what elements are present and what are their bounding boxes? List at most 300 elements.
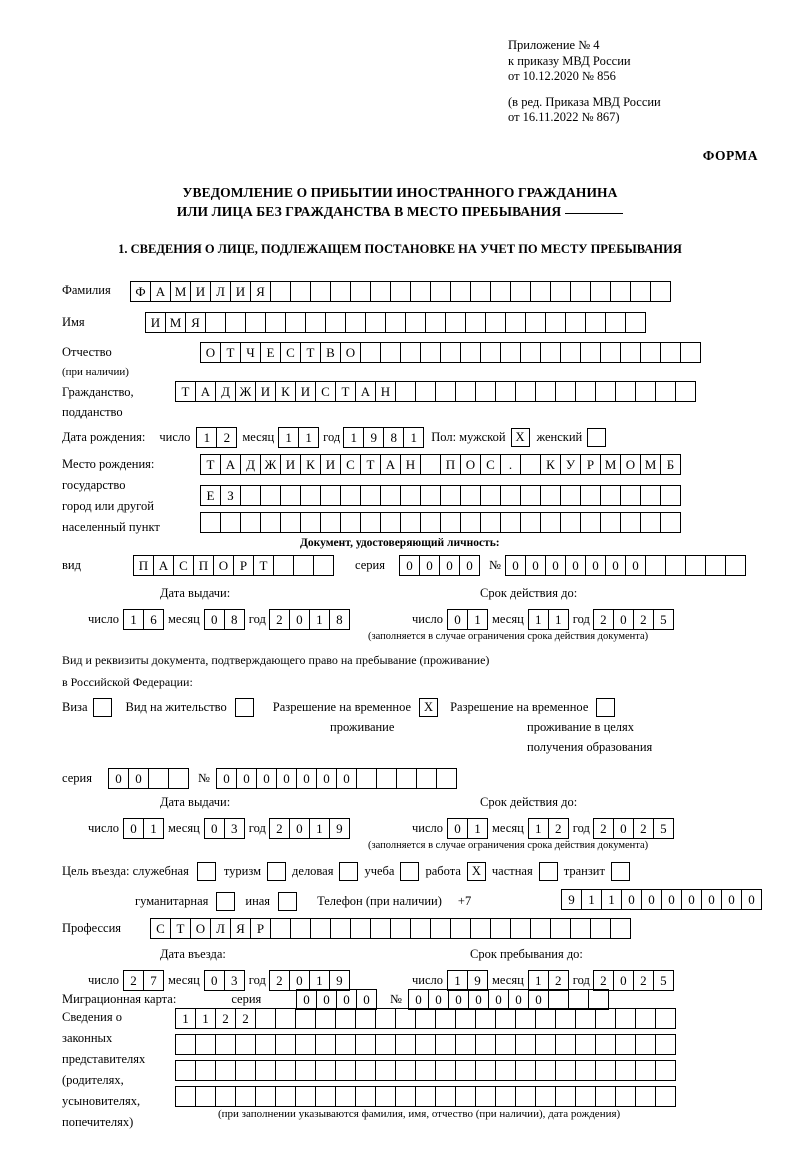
cell[interactable]: 9 <box>329 818 350 839</box>
cell[interactable] <box>355 1008 376 1029</box>
cell[interactable]: 0 <box>605 555 626 576</box>
cell[interactable] <box>376 768 397 789</box>
cell[interactable] <box>560 342 581 363</box>
cell[interactable] <box>355 1086 376 1107</box>
cell[interactable]: Т <box>300 342 321 363</box>
cell[interactable] <box>615 1034 636 1055</box>
cell[interactable] <box>235 1086 256 1107</box>
cell[interactable]: 2 <box>593 609 614 630</box>
cell[interactable] <box>655 1086 676 1107</box>
cell[interactable] <box>460 512 481 533</box>
cell[interactable] <box>290 918 311 939</box>
cell[interactable] <box>470 918 491 939</box>
cell[interactable]: 0 <box>216 768 237 789</box>
cell[interactable]: 2 <box>593 818 614 839</box>
cell[interactable]: 0 <box>447 818 468 839</box>
cell[interactable]: С <box>150 918 171 939</box>
cell[interactable]: Т <box>220 342 241 363</box>
cell[interactable]: Е <box>200 485 221 506</box>
idoc-issue-year-input[interactable] <box>269 609 349 630</box>
cell[interactable] <box>660 485 681 506</box>
cell[interactable] <box>620 342 641 363</box>
cell[interactable] <box>535 1008 556 1029</box>
cell[interactable]: 1 <box>343 427 364 448</box>
cell[interactable]: Т <box>175 381 196 402</box>
cell[interactable] <box>295 1034 316 1055</box>
cell[interactable] <box>148 768 169 789</box>
birthplace-input-row-1[interactable] <box>200 454 680 475</box>
cell[interactable]: 2 <box>633 609 654 630</box>
cell[interactable] <box>580 485 601 506</box>
entry-month-input[interactable] <box>204 970 244 991</box>
residence-permit-checkbox[interactable] <box>235 698 254 717</box>
cell[interactable] <box>395 1008 416 1029</box>
cell[interactable] <box>396 768 417 789</box>
cell[interactable] <box>605 312 626 333</box>
cell[interactable] <box>595 1060 616 1081</box>
purpose-tourism-checkbox[interactable] <box>267 862 286 881</box>
cell[interactable]: 0 <box>256 768 277 789</box>
cell[interactable]: 2 <box>548 970 569 991</box>
idoc-valid-day-input[interactable] <box>447 609 487 630</box>
cell[interactable] <box>300 512 321 533</box>
cell[interactable] <box>315 1086 336 1107</box>
cell[interactable]: А <box>195 381 216 402</box>
cell[interactable]: Я <box>185 312 206 333</box>
purpose-work-checkbox[interactable]: X <box>467 862 486 881</box>
cell[interactable]: 0 <box>336 989 357 1010</box>
cell[interactable] <box>380 342 401 363</box>
cell[interactable]: 0 <box>681 889 702 910</box>
phone-input[interactable] <box>561 889 761 910</box>
legal-rep-input-row-1[interactable] <box>175 1008 675 1029</box>
cell[interactable] <box>635 1086 656 1107</box>
edu-residence-checkbox[interactable] <box>596 698 615 717</box>
cell[interactable]: Л <box>210 918 231 939</box>
cell[interactable] <box>325 312 346 333</box>
cell[interactable]: И <box>280 454 301 475</box>
cell[interactable]: М <box>600 454 621 475</box>
cell[interactable]: 2 <box>269 818 290 839</box>
surname-input[interactable] <box>130 281 670 302</box>
cell[interactable]: О <box>190 918 211 939</box>
cell[interactable] <box>280 512 301 533</box>
cell[interactable] <box>665 555 686 576</box>
cell[interactable] <box>545 312 566 333</box>
cell[interactable] <box>575 381 596 402</box>
cell[interactable] <box>175 1060 196 1081</box>
cell[interactable] <box>390 281 411 302</box>
cell[interactable]: 0 <box>204 818 225 839</box>
cell[interactable] <box>295 1086 316 1107</box>
cell[interactable]: И <box>295 381 316 402</box>
cell[interactable]: И <box>255 381 276 402</box>
cell[interactable] <box>500 512 521 533</box>
cell[interactable] <box>200 512 221 533</box>
idoc-valid-month-input[interactable] <box>528 609 568 630</box>
cell[interactable] <box>575 1034 596 1055</box>
cell[interactable] <box>330 918 351 939</box>
cell[interactable] <box>495 381 516 402</box>
cell[interactable]: Д <box>240 454 261 475</box>
purpose-transit-checkbox[interactable] <box>611 862 630 881</box>
cell[interactable] <box>525 312 546 333</box>
cell[interactable] <box>615 1086 636 1107</box>
cell[interactable]: 0 <box>621 889 642 910</box>
cell[interactable] <box>515 1034 536 1055</box>
cell[interactable]: 0 <box>565 555 586 576</box>
cell[interactable]: М <box>170 281 191 302</box>
cell[interactable] <box>540 512 561 533</box>
cell[interactable] <box>530 918 551 939</box>
cell[interactable]: 2 <box>548 818 569 839</box>
cell[interactable] <box>635 1008 656 1029</box>
cell[interactable] <box>510 281 531 302</box>
cell[interactable]: 1 <box>309 609 330 630</box>
cell[interactable] <box>195 1086 216 1107</box>
cell[interactable] <box>435 1086 456 1107</box>
cell[interactable] <box>515 1008 536 1029</box>
cell[interactable]: 7 <box>143 970 164 991</box>
permit-series-input[interactable] <box>108 768 188 789</box>
migration-series-input[interactable] <box>296 989 376 1010</box>
cell[interactable] <box>405 312 426 333</box>
cell[interactable] <box>660 342 681 363</box>
cell[interactable] <box>350 918 371 939</box>
cell[interactable] <box>640 512 661 533</box>
cell[interactable]: С <box>340 454 361 475</box>
cell[interactable] <box>335 1008 356 1029</box>
cell[interactable]: 2 <box>123 970 144 991</box>
cell[interactable]: 0 <box>741 889 762 910</box>
cell[interactable]: С <box>315 381 336 402</box>
cell[interactable] <box>475 1086 496 1107</box>
idoc-issue-month-input[interactable] <box>204 609 244 630</box>
cell[interactable] <box>515 1060 536 1081</box>
cell[interactable] <box>590 918 611 939</box>
idoc-valid-year-input[interactable] <box>593 609 673 630</box>
migration-number-input[interactable] <box>408 989 608 1010</box>
cell[interactable]: А <box>220 454 241 475</box>
cell[interactable]: И <box>190 281 211 302</box>
cell[interactable]: У <box>560 454 581 475</box>
cell[interactable] <box>400 512 421 533</box>
cell[interactable]: 3 <box>224 818 245 839</box>
cell[interactable]: 0 <box>661 889 682 910</box>
cell[interactable]: 1 <box>467 609 488 630</box>
cell[interactable]: Л <box>210 281 231 302</box>
cell[interactable]: 0 <box>276 768 297 789</box>
cell[interactable] <box>620 512 641 533</box>
cell[interactable] <box>560 485 581 506</box>
cell[interactable] <box>240 485 261 506</box>
cell[interactable] <box>220 512 241 533</box>
cell[interactable] <box>725 555 746 576</box>
cell[interactable]: 0 <box>528 989 549 1010</box>
purpose-service-checkbox[interactable] <box>197 862 216 881</box>
cell[interactable] <box>310 918 331 939</box>
cell[interactable] <box>335 1034 356 1055</box>
cell[interactable] <box>610 281 631 302</box>
stay-month-input[interactable] <box>528 970 568 991</box>
patronymic-input[interactable] <box>200 342 700 363</box>
cell[interactable]: 0 <box>236 768 257 789</box>
cell[interactable] <box>460 485 481 506</box>
cell[interactable]: 1 <box>528 609 549 630</box>
cell[interactable] <box>375 1060 396 1081</box>
cell[interactable] <box>320 485 341 506</box>
cell[interactable] <box>475 1060 496 1081</box>
cell[interactable]: 1 <box>581 889 602 910</box>
cell[interactable] <box>356 768 377 789</box>
cell[interactable] <box>480 512 501 533</box>
cell[interactable] <box>535 1034 556 1055</box>
cell[interactable] <box>375 1086 396 1107</box>
cell[interactable] <box>640 485 661 506</box>
cell[interactable]: П <box>133 555 154 576</box>
birthplace-input-row-2[interactable] <box>200 485 680 506</box>
cell[interactable] <box>520 342 541 363</box>
cell[interactable] <box>435 1060 456 1081</box>
cell[interactable] <box>395 1060 416 1081</box>
cell[interactable]: 2 <box>269 609 290 630</box>
stay-day-input[interactable] <box>447 970 487 991</box>
cell[interactable] <box>390 918 411 939</box>
cell[interactable] <box>465 312 486 333</box>
cell[interactable]: 8 <box>329 609 350 630</box>
cell[interactable] <box>680 342 701 363</box>
cell[interactable] <box>645 555 666 576</box>
profession-input[interactable] <box>150 918 630 939</box>
cell[interactable] <box>430 918 451 939</box>
cell[interactable]: 0 <box>128 768 149 789</box>
idoc-series-input[interactable] <box>399 555 479 576</box>
cell[interactable]: 0 <box>525 555 546 576</box>
cell[interactable]: 0 <box>204 970 225 991</box>
cell[interactable]: 1 <box>175 1008 196 1029</box>
cell[interactable] <box>175 1086 196 1107</box>
entry-day-input[interactable] <box>123 970 163 991</box>
cell[interactable] <box>255 1086 276 1107</box>
cell[interactable]: 0 <box>625 555 646 576</box>
cell[interactable]: 1 <box>403 427 424 448</box>
cell[interactable]: 5 <box>653 818 674 839</box>
cell[interactable]: 1 <box>447 970 468 991</box>
permit-number-input[interactable] <box>216 768 456 789</box>
cell[interactable] <box>550 918 571 939</box>
cell[interactable]: 1 <box>528 970 549 991</box>
cell[interactable] <box>555 1034 576 1055</box>
cell[interactable]: О <box>620 454 641 475</box>
birthplace-input-row-3[interactable] <box>200 512 680 533</box>
cell[interactable] <box>360 342 381 363</box>
cell[interactable] <box>305 312 326 333</box>
cell[interactable]: Т <box>360 454 381 475</box>
permit-issue-day-input[interactable] <box>123 818 163 839</box>
cell[interactable] <box>450 918 471 939</box>
cell[interactable] <box>420 512 441 533</box>
cell[interactable]: О <box>200 342 221 363</box>
cell[interactable]: 5 <box>653 609 674 630</box>
cell[interactable] <box>475 1008 496 1029</box>
cell[interactable]: 0 <box>123 818 144 839</box>
cell[interactable] <box>380 485 401 506</box>
entry-year-input[interactable] <box>269 970 349 991</box>
cell[interactable] <box>440 342 461 363</box>
purpose-other-checkbox[interactable] <box>278 892 297 911</box>
cell[interactable] <box>300 485 321 506</box>
cell[interactable]: Е <box>260 342 281 363</box>
cell[interactable]: В <box>320 342 341 363</box>
cell[interactable]: 1 <box>528 818 549 839</box>
cell[interactable]: Т <box>335 381 356 402</box>
cell[interactable] <box>215 1060 236 1081</box>
cell[interactable]: О <box>340 342 361 363</box>
cell[interactable] <box>350 281 371 302</box>
cell[interactable] <box>575 1086 596 1107</box>
cell[interactable] <box>168 768 189 789</box>
cell[interactable] <box>395 1086 416 1107</box>
cell[interactable]: Т <box>170 918 191 939</box>
cell[interactable] <box>568 989 589 1010</box>
cell[interactable] <box>293 555 314 576</box>
cell[interactable]: 1 <box>309 818 330 839</box>
cell[interactable] <box>270 281 291 302</box>
cell[interactable]: 0 <box>296 989 317 1010</box>
cell[interactable] <box>515 381 536 402</box>
cell[interactable] <box>410 918 431 939</box>
cell[interactable] <box>275 1034 296 1055</box>
cell[interactable] <box>580 512 601 533</box>
cell[interactable] <box>555 1060 576 1081</box>
cell[interactable] <box>480 342 501 363</box>
cell[interactable]: К <box>540 454 561 475</box>
cell[interactable] <box>650 281 671 302</box>
cell[interactable] <box>420 454 441 475</box>
cell[interactable] <box>290 281 311 302</box>
cell[interactable] <box>655 381 676 402</box>
cell[interactable] <box>535 1060 556 1081</box>
cell[interactable] <box>340 485 361 506</box>
cell[interactable]: 0 <box>428 989 449 1010</box>
cell[interactable]: 2 <box>633 818 654 839</box>
cell[interactable]: И <box>320 454 341 475</box>
cell[interactable] <box>175 1034 196 1055</box>
cell[interactable] <box>235 1034 256 1055</box>
cell[interactable] <box>315 1060 336 1081</box>
cell[interactable] <box>575 1008 596 1029</box>
cell[interactable] <box>260 512 281 533</box>
sex-male-checkbox[interactable]: X <box>511 428 530 447</box>
cell[interactable]: 0 <box>613 818 634 839</box>
cell[interactable] <box>570 281 591 302</box>
cell[interactable]: 9 <box>561 889 582 910</box>
cell[interactable] <box>505 312 526 333</box>
cell[interactable] <box>660 512 681 533</box>
cell[interactable] <box>560 512 581 533</box>
purpose-business-checkbox[interactable] <box>339 862 358 881</box>
permit-issue-year-input[interactable] <box>269 818 349 839</box>
cell[interactable] <box>415 1008 436 1029</box>
birth-day-input[interactable] <box>196 427 236 448</box>
cell[interactable] <box>590 281 611 302</box>
cell[interactable] <box>195 1034 216 1055</box>
cell[interactable]: 0 <box>289 818 310 839</box>
cell[interactable] <box>485 312 506 333</box>
cell[interactable]: 0 <box>289 970 310 991</box>
cell[interactable] <box>630 281 651 302</box>
cell[interactable]: 6 <box>143 609 164 630</box>
cell[interactable]: 0 <box>585 555 606 576</box>
cell[interactable] <box>360 485 381 506</box>
cell[interactable] <box>455 1008 476 1029</box>
cell[interactable] <box>655 1060 676 1081</box>
cell[interactable]: О <box>213 555 234 576</box>
cell[interactable] <box>215 1086 236 1107</box>
cell[interactable] <box>575 1060 596 1081</box>
cell[interactable]: 2 <box>593 970 614 991</box>
cell[interactable] <box>215 1034 236 1055</box>
cell[interactable]: 0 <box>204 609 225 630</box>
cell[interactable] <box>365 312 386 333</box>
cell[interactable]: 0 <box>296 768 317 789</box>
birth-month-input[interactable] <box>278 427 318 448</box>
cell[interactable]: 0 <box>613 609 634 630</box>
cell[interactable] <box>640 342 661 363</box>
cell[interactable] <box>585 312 606 333</box>
cell[interactable]: 0 <box>419 555 440 576</box>
cell[interactable] <box>535 1086 556 1107</box>
cell[interactable] <box>225 312 246 333</box>
cell[interactable] <box>515 1086 536 1107</box>
cell[interactable] <box>655 1008 676 1029</box>
cell[interactable] <box>415 1034 436 1055</box>
idoc-kind-input[interactable] <box>133 555 333 576</box>
cell[interactable]: 2 <box>633 970 654 991</box>
cell[interactable] <box>420 485 441 506</box>
cell[interactable] <box>315 1034 336 1055</box>
cell[interactable]: 0 <box>316 989 337 1010</box>
cell[interactable]: 0 <box>508 989 529 1010</box>
cell[interactable] <box>395 381 416 402</box>
cell[interactable]: 0 <box>289 609 310 630</box>
cell[interactable]: С <box>480 454 501 475</box>
cell[interactable] <box>340 512 361 533</box>
cell[interactable] <box>260 485 281 506</box>
cell[interactable] <box>455 1034 476 1055</box>
cell[interactable] <box>445 312 466 333</box>
cell[interactable] <box>360 512 381 533</box>
cell[interactable]: И <box>230 281 251 302</box>
cell[interactable] <box>520 512 541 533</box>
cell[interactable] <box>580 342 601 363</box>
cell[interactable]: Б <box>660 454 681 475</box>
cell[interactable] <box>270 918 291 939</box>
cell[interactable] <box>495 1008 516 1029</box>
cell[interactable]: 1 <box>298 427 319 448</box>
permit-valid-month-input[interactable] <box>528 818 568 839</box>
cell[interactable]: Р <box>250 918 271 939</box>
cell[interactable]: К <box>300 454 321 475</box>
cell[interactable] <box>385 312 406 333</box>
permit-valid-year-input[interactable] <box>593 818 673 839</box>
cell[interactable]: 0 <box>545 555 566 576</box>
cell[interactable]: 0 <box>108 768 129 789</box>
cell[interactable] <box>435 381 456 402</box>
cell[interactable]: П <box>440 454 461 475</box>
legal-rep-input-row-2[interactable] <box>175 1034 675 1055</box>
cell[interactable] <box>595 1008 616 1029</box>
